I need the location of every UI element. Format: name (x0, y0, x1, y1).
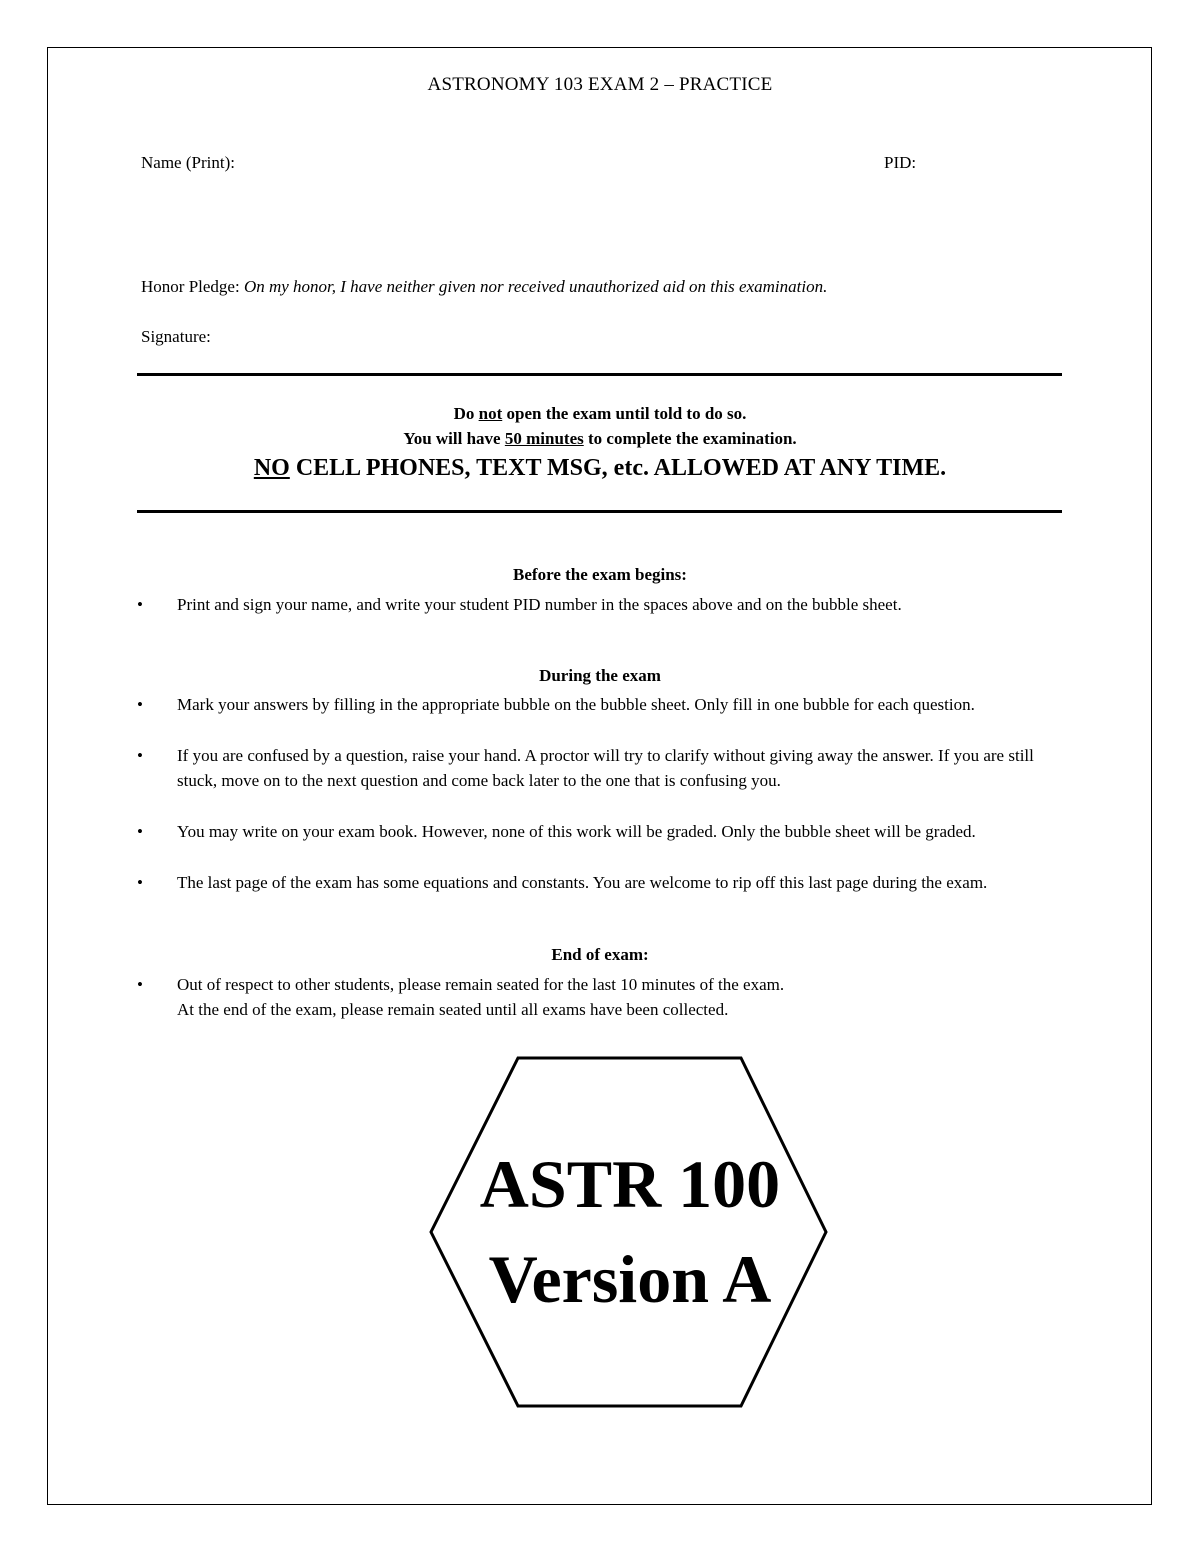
top-divider (137, 373, 1062, 376)
end-note: At the end of the exam, please remain seated until all exams have been collected. (177, 1000, 729, 1019)
notice-line-3: NO CELL PHONES, TEXT MSG, etc. ALLOWED AT ANY TIME. (253, 455, 947, 481)
name-label: Name (Print): (141, 153, 235, 172)
exam-title: ASTRONOMY 103 EXAM 2 – PRACTICE (427, 74, 773, 95)
list-item: • The last page of the exam has some equations and constants. You are welcome to rip off this last page during the exam. (137, 870, 1067, 920)
bullet-icon: • (137, 822, 143, 841)
hexagon-icon (420, 1052, 840, 1412)
list-item: • If you are confused by a question, raise your hand. A proctor will try to clarify without giving away the answer. If you are still stuck, move on to the next question and come back later to the one that is confusing you. (137, 743, 1067, 818)
honor-pledge-text: On my honor, I have neither given nor received unauthorized aid on this examination. (243, 277, 828, 296)
bullet-icon: • (137, 595, 143, 614)
honor-pledge (141, 277, 827, 297)
list-item: • Print and sign your name, and write your student PID number in the spaces above and on the bubble sheet. (137, 592, 1067, 642)
bullet-icon: • (137, 975, 143, 994)
list-item: • You may write on your exam book. However, none of this work will be graded. Only the bubble sheet will be graded. (137, 819, 1067, 869)
stamp-course: ASTR 100 (479, 1146, 781, 1222)
notice-line-2: You will have 50 minutes to complete the examination. (403, 429, 797, 448)
notice-line-1: Do not open the exam until told to do so. (453, 404, 747, 423)
emphasis-no: NO (253, 455, 290, 481)
version-stamp (420, 1052, 840, 1412)
bullet-icon: • (137, 695, 143, 714)
pid-label: PID: (884, 153, 917, 172)
emphasis-50-minutes: 50 minutes (504, 429, 584, 448)
stamp-version: Version A (488, 1241, 772, 1317)
during-exam-heading: During the exam (539, 666, 661, 685)
list-item: • Out of respect to other students, please remain seated for the last 10 minutes of the exam. (137, 972, 1067, 1022)
before-exam-heading: Before the exam begins: (513, 565, 687, 584)
end-exam-heading: End of exam: (551, 945, 649, 964)
bullet-icon: • (137, 746, 143, 765)
bullet-icon: • (137, 873, 143, 892)
bottom-divider (137, 510, 1062, 513)
signature-label: Signature: (141, 327, 211, 346)
list-item: • Mark your answers by filling in the appropriate bubble on the bubble sheet. Only fill in one bubble for each question. (137, 692, 1067, 742)
emphasis-not: not (478, 404, 503, 423)
honor-pledge-label: Honor Pledge: (141, 277, 244, 296)
